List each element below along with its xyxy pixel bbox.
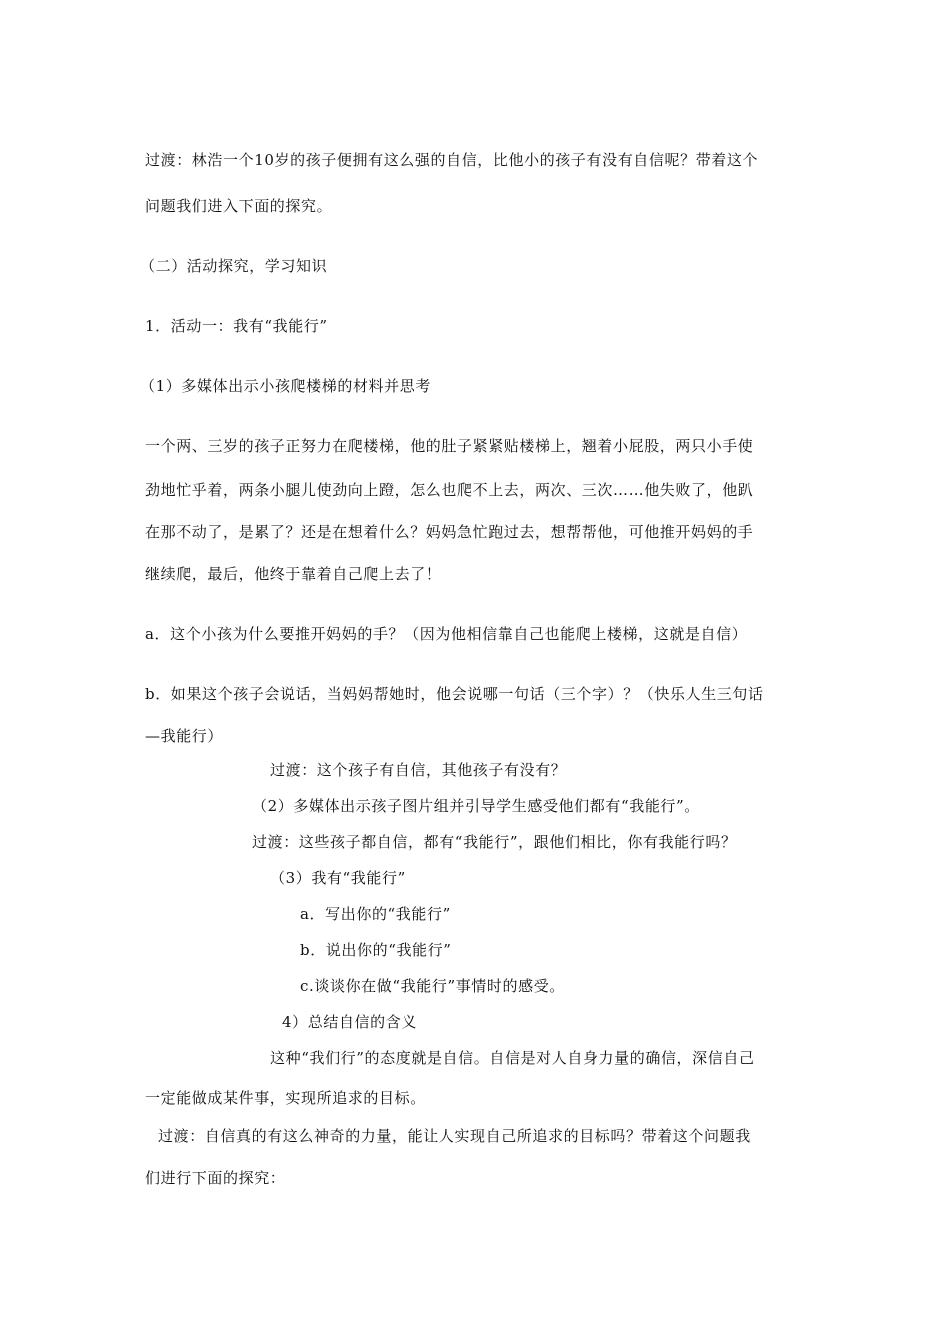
confidence-definition-line-1: 这种“我们行”的态度就是自信。自信是对人自身力量的确信，深信自己 — [270, 1049, 755, 1067]
section-heading-activity-exploration: （二）活动探究，学习知识 — [140, 257, 328, 275]
transition-2: 过渡：这个孩子有自信，其他孩子有没有？ — [270, 761, 567, 779]
activity-one-heading: 1．活动一：我有“我能行” — [145, 317, 328, 335]
transition-3: 过渡：这些孩子都自信，都有“我能行”，跟他们相比，你有我能行吗？ — [252, 833, 737, 851]
question-a: a．这个小孩为什么要推开妈妈的手？（因为他相信靠自己也能爬上楼梯，这就是自信） — [145, 625, 748, 643]
item-4-heading: 4）总结自信的含义 — [282, 1013, 417, 1031]
item-1-heading: （1）多媒体出示小孩爬楼梯的材料并思考 — [140, 377, 431, 395]
story-paragraph-line-2: 劲地忙乎着，两条小腿儿使劲向上蹬，怎么也爬不上去，两次、三次……他失败了，他趴 — [145, 481, 754, 499]
paragraph-transition-1-line-1: 过渡：林浩一个10岁的孩子便拥有这么强的自信，比他小的孩子有没有自信呢？带着这个 — [145, 151, 759, 169]
transition-4-line-2: 们进行下面的探究： — [145, 1169, 286, 1187]
item-2: （2）多媒体出示孩子图片组并引导学生感受他们都有“我能行”。 — [252, 797, 700, 815]
item-3-a: a．写出你的“我能行” — [300, 905, 451, 923]
confidence-definition-line-2: 一定能做成某件事，实现所追求的目标。 — [145, 1089, 426, 1107]
story-paragraph-line-1: 一个两、三岁的孩子正努力在爬楼梯，他的肚子紧紧贴楼梯上，翘着小屁股，两只小手使 — [145, 437, 754, 455]
item-3-b: b．说出你的“我能行” — [300, 941, 452, 959]
paragraph-transition-1-line-2: 问题我们进入下面的探究。 — [145, 197, 333, 215]
question-b-line-1: b．如果这个孩子会说话，当妈妈帮她时，他会说哪一句话（三个字）？（快乐人生三句话 — [145, 685, 764, 703]
question-b-line-2: —我能行） — [145, 727, 224, 745]
transition-4-line-1: 过渡：自信真的有这么神奇的力量，能让人实现自己所追求的目标吗？带着这个问题我 — [158, 1127, 751, 1145]
story-paragraph-line-3: 在那不动了，是累了？还是在想着什么？妈妈急忙跑过去，想帮帮他，可他推开妈妈的手 — [145, 523, 754, 541]
item-3-c: c.谈谈你在做“我能行”事情时的感受。 — [300, 977, 565, 995]
item-3-heading: （3）我有“我能行” — [270, 869, 406, 887]
story-paragraph-line-4: 继续爬，最后，他终于靠着自己爬上去了！ — [145, 565, 442, 583]
